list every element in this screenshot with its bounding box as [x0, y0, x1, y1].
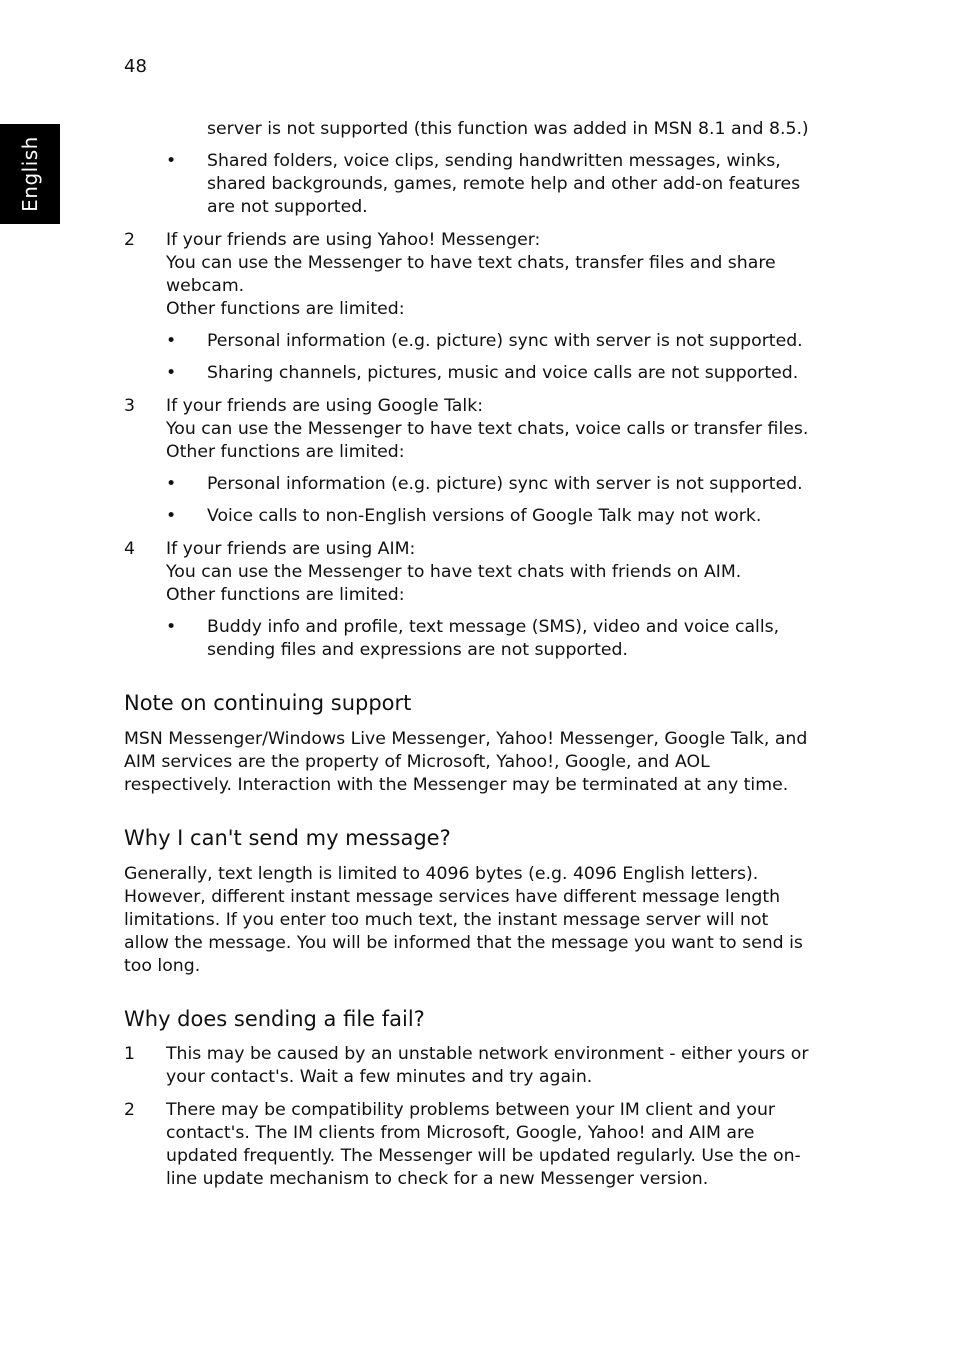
item-line: Other functions are limited:: [166, 442, 405, 462]
numbered-item-file-fail: [124, 1043, 814, 1089]
item-line: Other functions are limited:: [166, 299, 405, 319]
bullet-dot: •: [166, 474, 177, 494]
item-line: You can use the Messenger to have text chats with friends on AIM.: [166, 562, 742, 582]
language-tab: [0, 124, 60, 224]
bullet-dot: •: [166, 506, 177, 526]
item-text: This may be caused by an unstable network environment - either yours or your contact's. Wait a few minutes and try again.: [166, 1044, 809, 1087]
bullet-item: [124, 330, 814, 353]
bullet-text: Personal information (e.g. picture) sync with server is not supported.: [207, 474, 803, 494]
page-content: [124, 118, 814, 1191]
bullet-dot: •: [166, 151, 177, 171]
bullet-text: Buddy info and profile, text message (SMS), video and voice calls, sending files and expressions are not supported.: [207, 617, 780, 660]
item-number: 2: [124, 1100, 135, 1120]
section-body-support: MSN Messenger/Windows Live Messenger, Yahoo! Messenger, Google Talk, and AIM services are the property of Microsoft, Yahoo!, Google, and AOL respectively. Interaction with the Messenger may be terminated at any time.: [124, 729, 808, 795]
bullet-item: [124, 150, 814, 219]
continued-line: server is not supported (this function was added in MSN 8.1 and 8.5.): [207, 119, 809, 139]
bullet-dot: •: [166, 331, 177, 351]
section-heading-send-message: Why I can't send my message?: [124, 826, 451, 850]
language-tab-label: English: [18, 136, 42, 212]
bullet-text: Shared folders, voice clips, sending handwritten messages, winks, shared backgrounds, games, remote help and other add-on features are not supported.: [207, 151, 801, 217]
bullet-item: [124, 616, 814, 662]
item-text: There may be compatibility problems between your IM client and your contact's. The IM clients from Microsoft, Google, Yahoo! and AIM are updated frequently. The Messenger will be updated regularly. Use the on-line update mechanism to check for a new Messenger version.: [166, 1100, 801, 1189]
numbered-item-file-fail: [124, 1099, 814, 1191]
item-number: 1: [124, 1044, 135, 1064]
section-heading-support: Note on continuing support: [124, 691, 412, 715]
item-line: Other functions are limited:: [166, 585, 405, 605]
bullet-text: Sharing channels, pictures, music and voice calls are not supported.: [207, 363, 799, 383]
section-body-send-message: Generally, text length is limited to 4096 bytes (e.g. 4096 English letters). However, different instant message services have different message length limitations. If you enter too much text, the instant message server will not allow the message. You will be informed that the message you want to send is too long.: [124, 864, 803, 976]
item-number: 4: [124, 539, 135, 559]
item-line: If your friends are using Google Talk:: [166, 396, 484, 416]
numbered-item-yahoo: [124, 229, 814, 321]
item-line: You can use the Messenger to have text chats, transfer files and share webcam.: [166, 253, 776, 296]
bullet-dot: •: [166, 617, 177, 637]
bullet-text: Voice calls to non-English versions of Google Talk may not work.: [207, 506, 762, 526]
item-line: If your friends are using AIM:: [166, 539, 416, 559]
item-line: If your friends are using Yahoo! Messenger:: [166, 230, 541, 250]
bullet-item: [124, 362, 814, 385]
page-number: 48: [124, 56, 147, 77]
bullet-text: Personal information (e.g. picture) sync with server is not supported.: [207, 331, 803, 351]
section-heading-file-fail: Why does sending a file fail?: [124, 1007, 425, 1031]
bullet-dot: •: [166, 363, 177, 383]
item-number: 2: [124, 230, 135, 250]
bullet-item: [124, 473, 814, 496]
bullet-item: [124, 505, 814, 528]
numbered-item-aim: [124, 538, 814, 607]
item-line: You can use the Messenger to have text chats, voice calls or transfer files.: [166, 419, 809, 439]
numbered-item-google-talk: [124, 395, 814, 464]
item-number: 3: [124, 396, 135, 416]
